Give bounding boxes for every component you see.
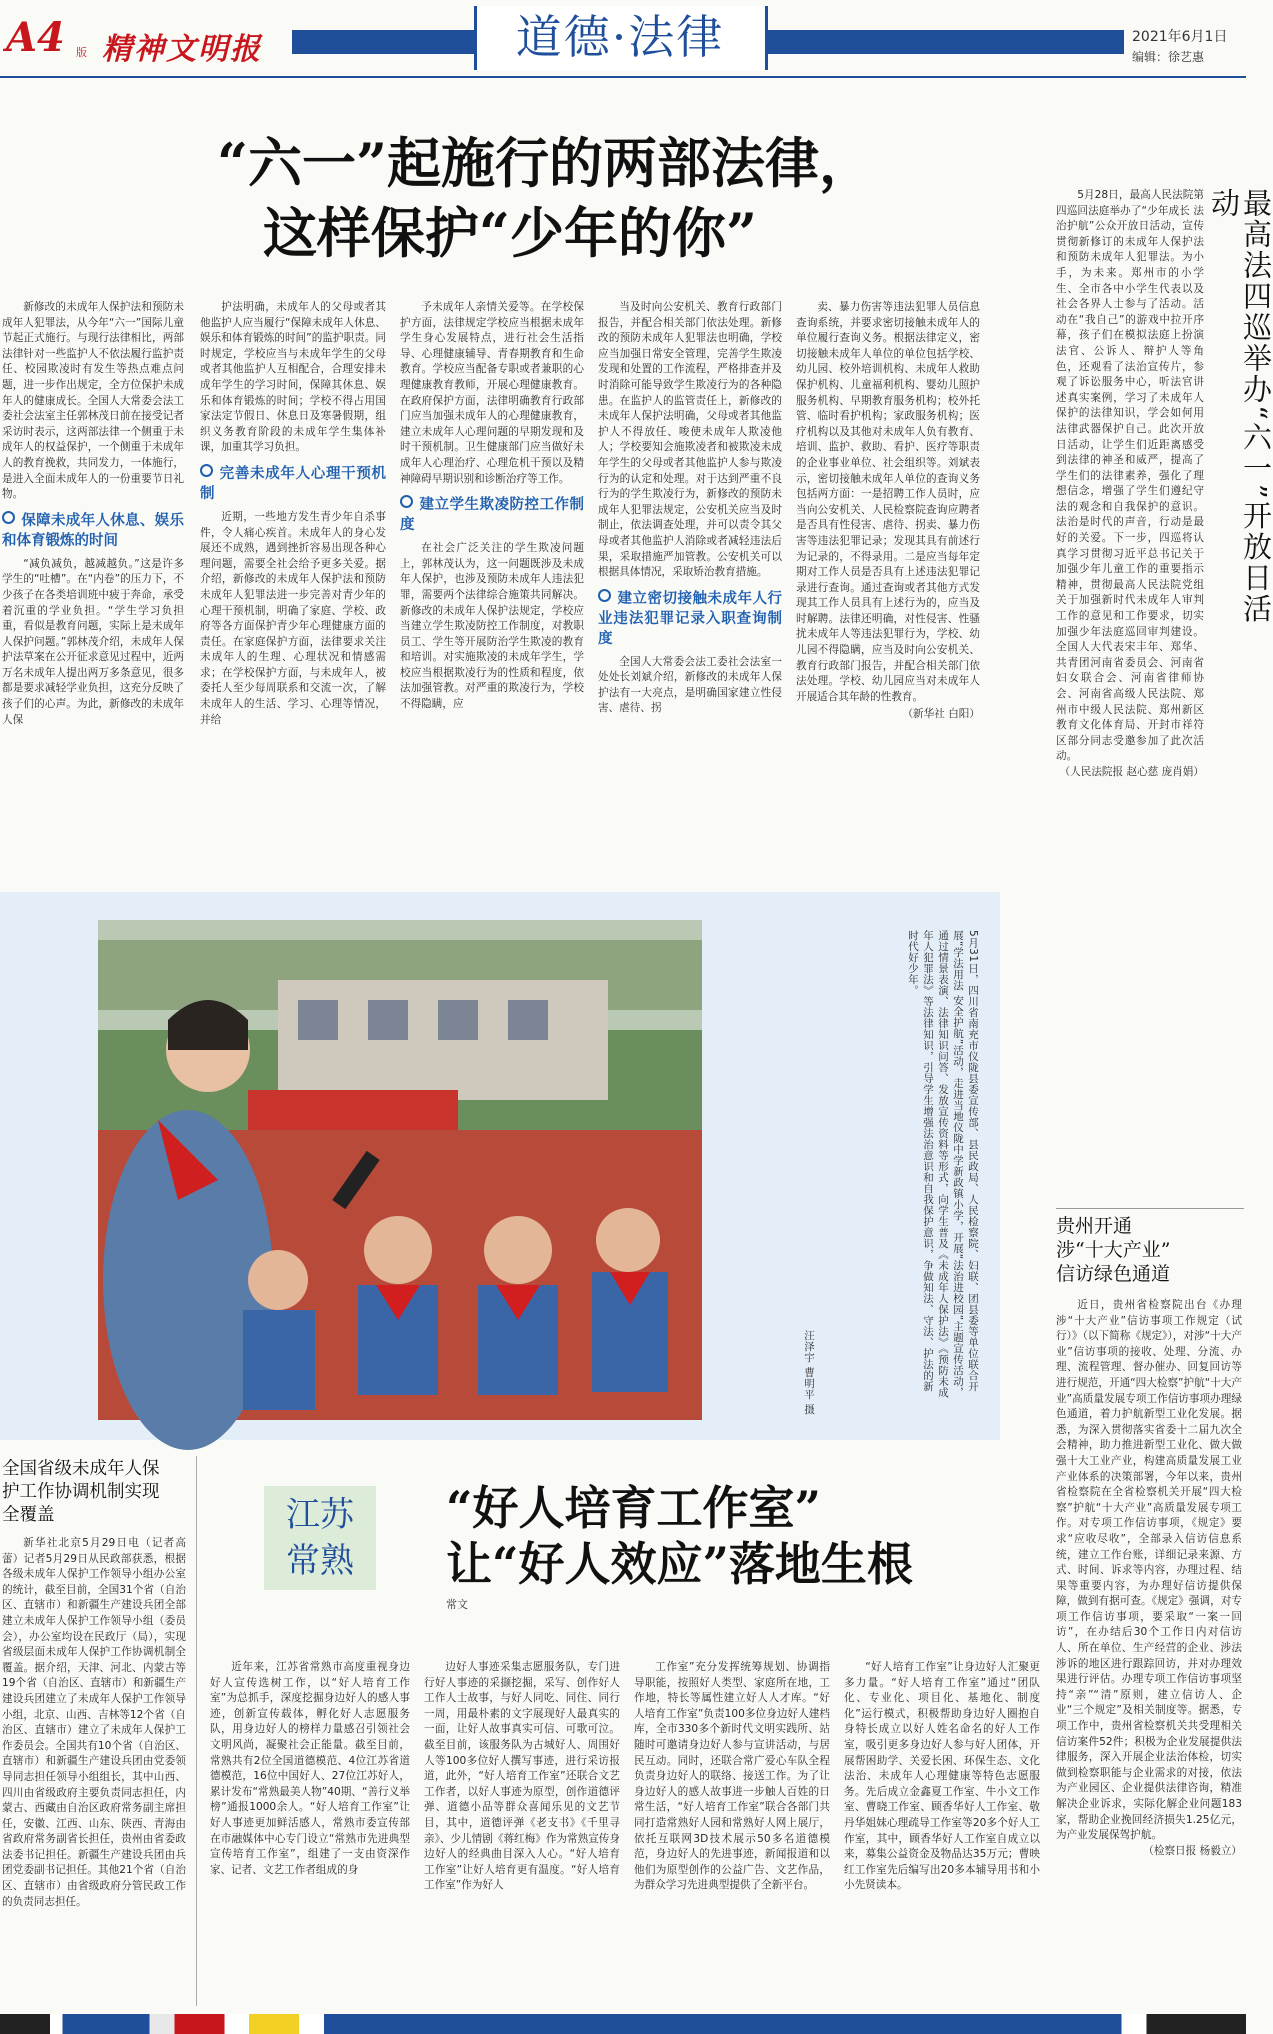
sidebar1-title: 最高法四巡举办“六一”开放日活动 xyxy=(1207,188,1273,625)
article1-column-4: 当及时向公安机关、教育行政部门报告，并配合相关部门依法处理。新修改的预防未成年人犯罪法也明确，学校应当加强日常安全管理，完善学生欺凌发现和处置的工作流程，严格排查并及时消除可能导致学生欺凌行为的各种隐患。在监护人的监管责任上，新修改的未成年人保护法明确，父母或者其他监护人不得放任、唆使未成年人欺凌他人；学校要知会施欺凌者和被欺凌未成年学生的父母或者其他监护人参与欺凌行为的认定和处理。对于达到严重不良行为的学生欺凌行为，新修改的预防未成年人犯罪法规定，公安机关应当及时制止，依法调查处理，并可以责令其父母或者其他监护人消除或者减轻违法后果，采取措施严加管教。公安机关可以根据具体情况，采取矫治教育措施。 建立密切接触未成年人行业违法犯罪记录入职查询制度 全国人大常委会法工委社会法室一处处长刘斌介绍，新修改的未成年人保护法有一大亮点，是明确国家建立性侵害、虐待、拐 xyxy=(598,301,782,715)
article1-column-1: 新修改的未成年人保护法和预防未成年人犯罪法，从今年“六一”国际儿童节起正式施行。与现行法律相比，两部法律针对一些监护人不依法履行监护责任、校园欺凌时有发生等热点难点问题，进一步作出规定，全方位保护未成年人的健康成长。全国人大常委会法工委社会法室主任郭林茂日前在接受记者采访时表示，这两部法律一个侧重于未成年人的权益保护，一个侧重于未成年人的教育挽救，共同发力，一体施行，是进入全面未成年人的一份重要节日礼物。 保障未成年人休息、娱乐和体育锻炼的时间 “减负减负，越减越负。”这是许多学生的“吐槽”。在“内卷”的压力下，不少孩子在各类培训班中疲于奔命，承受着沉重的学业负担。“学生学习负担重，看似是教育问题，实际上是未成年人保护问题。”郭林茂介绍，未成年人保护法草案在公开征求意见过程中，近两万名未成年人提出两万多条意见，很多都是要求减轻学业负担，这充分反映了孩子们的心声。为此，新修改的未成年人保 xyxy=(2,301,184,726)
article1-column-2: 护法明确，未成年人的父母或者其他监护人应当履行“保障未成年人休息、娱乐和体育锻炼的时间”的监护职责。同时规定，学校应当与未成年学生的父母或者其他监护人互相配合，合理安排未成年学生的学习时间，保障其休息、娱乐和体育锻炼的时间；学校不得占用国家法定节假日、休息日及寒暑假期，组织义务教育阶段的未成年学生集体补课，加重其学习负担。 完善未成年人心理干预机制 近期，一些地方发生青少年自杀事件，令人痛心疾首。未成年人的身心发展还不成熟，遇到挫折容易出现各种心理问题，需要全社会给予更多关爱。据介绍，新修改的未成年人保护法和预防未成年人犯罪法进一步完善对青少年的心理干预机制，明确了家庭、学校、政府等各方面保护青少年心理健康方面的责任。在家庭保护方面，法律要求关注未成年人的生理、心理状况和情感需求；在学校保护方面，与未成年人，被委托人至少每周联系和交流一次，了解未成年人的生活、学习、心理等情况，并给 xyxy=(200,301,386,726)
registration-color-bar xyxy=(0,2014,1246,2034)
photo-caption: 5月31日，四川省南充市仪陇县委宣传部、县民政局、人民检察院、妇联、团县委等单位联合开展“学法用法 安全护航”活动，走进当地仪陇中学新政镇小学，开展“法治进校园”主题宣传活动，通过情景表演、法律知识问答、发放宣传资料等形式，向学生普及《未成年人保护法》《预防未成年人犯罪法》等法律知识，引导学生增强法治意识和自我保护意识，争做知法、守法、护法的新时代好少年。 xyxy=(907,930,979,1398)
sidebar2-byline: （检察日报 杨毅立） xyxy=(1143,1844,1242,1857)
masthead xyxy=(0,0,1246,76)
article1-byline: （新华社 白阳） xyxy=(902,708,980,721)
article1-subhead-3: 建立学生欺凌防控工作制度 xyxy=(400,497,584,534)
article2-byline: 常文 xyxy=(446,1598,468,1611)
sidebar1-body: 5月28日，最高人民法院第四巡回法庭举办了“少年成长 法治护航”公众开放日活动，宣传贯彻新修订的未成年人保护法和预防未成年人犯罪法。为小手，为未来。郑州市的小学生、全市各中小学生代表以及社会各界人士参与了活动。活动在“我自己”的游戏中拉开序幕，孩子们在模拟法庭上扮演法官、公诉人、辩护人等角色，还观看了法治宣传片，参观了诉讼服务中心，听法官讲述真实案例，学习了未成年人保护的法律知识，学会如何用法律武器保护自己。此次开放日活动，让学生们近距离感受到法律的神圣和威严，提高了学生们的法律素养，强化了理想信念，增强了学生们遵纪守法的观念和自我保护的意识。法治是时代的声音，行动是最好的关爱。下一步，四巡将认真学习贯彻习近平总书记关于加强少年儿童工作的重要指示精神，贯彻最高人民法院党组关于加强新时代未成年人审判工作的意见和工作要求，切实加强少年法庭巡回审判建设。全国人大代表宋丰年、郑华、共青团河南省委员会、河南省妇女联合会、河南省律师协会、河南省高级人民法院、郑州市中级人民法院、郑州新区教育文化体育局、开封市祥符区部分同志受邀参加了此次活动。 （人民法院报 赵心慈 庞肖娟） xyxy=(1056,188,1204,1198)
brief-body: 新华社北京5月29日电（记者高蕾）记者5月29日从民政部获悉，根据各级未成年人保护工作领导小组办公室的统计，截至目前，全国31个省（自治区、直辖市）和新疆生产建设兵团全部建立未成年人保护工作领导小组（委员会），办公室均设在民政厅（局），实现省级层面未成年人保护工作协调机制全覆盖。据介绍，天津、河北、内蒙古等19个省（自治区、直辖市）和新疆生产建设兵团建立了未成年人保护工作领导小组，北京、山西、吉林等12个省（自治区、直辖市）建立了未成年人保护工作委员会。全国共有10个省（自治区、直辖市）和新疆生产建设兵团由党委领导同志担任领导小组组长，其中山西、四川由省级政府主要负责同志担任，内蒙古、西藏由自治区政府常务副主席担任，安徽、江西、山东、陕西、青海由省政府常务副省长担任，贵州由省委政法委书记担任。新疆生产建设兵团由兵团党委副书记担任。其他21个省（自治区、直辖市）由省级政府分管民政工作的负责同志担任。 xyxy=(2,1537,186,1908)
bullet-ring-icon xyxy=(2,511,15,524)
sidebar2-top-rule xyxy=(1056,1208,1244,1209)
issue-date: 2021年6月1日 xyxy=(1132,29,1228,45)
paper-name-logo: 精神文明报 xyxy=(102,32,262,67)
article2-tag-box xyxy=(264,1486,376,1590)
news-photo xyxy=(98,920,702,1420)
article2-column-4: “好人培育工作室”让身边好人汇聚更多力量。“好人培育工作室”通过“团队化、专业化、项目化、基地化、制度化”运行模式，积极帮助身边好人圈抱自身特长成立以好人姓名命名的好人工作室，吸引更多身边好人参与好人团体，开展帮困助学、关爱长困、环保生态、文化法治、未成年人心理健康等特色志愿服务。先后成立金鑫夏工作室、牛小文工作室、曹晓工作室、顾香华好人工作室、敬丹华姐妹心理疏导工作室等20多个好人工作室，其中，顾香华好人工作室自成立以来，募集公益资金及物品达35万元；曹映红工作室先后编写出20多本辅导用书和小小先贤读本。 xyxy=(844,1661,1040,1892)
article2-title-line2: 让“好人效应”落地生根 xyxy=(446,1537,913,1591)
section-banner-left-bar xyxy=(292,30,474,54)
article2-column-2: 边好人事迹采集志愿服务队，专门进行好人事迹的采撷挖掘，采写、创作好人工作人士故事，与好人同吃、同住、同行一周，用最朴素的文字展现好人最真实的一面，让好人故事真实可信、可歌可泣。截至目前，该服务队为古城好人、周围好人等100多位好人撰写事迹，进行采访报道，此外，“好人培育工作室”还联合文艺工作者，以好人事迹为原型，创作道德评弹、道德小品等群众喜闻乐见的文艺节目，其中，道德评弹《老支书》《千里寻亲》、少儿情剧《蒋红梅》作为常熟宣传身边好人的经典曲目深入人心。“好人培育工作室”让好人培育更有温度。“好人培育工作室”作为好人 xyxy=(424,1661,620,1892)
article1-title-line1: “六一”起施行的两部法律， xyxy=(216,131,874,195)
header-rule xyxy=(0,76,1246,78)
article1-subhead-4: 建立密切接触未成年人行业违法犯罪记录入职查询制度 xyxy=(598,590,782,647)
article2-column-3: 工作室”充分发挥统筹规划、协调指导职能，按照好人类型、家庭所在地，工作地，特长等属性建立好人人才库。“好人培育工作室”负责100多位身边好人建档库，全市330多个新时代文明实践所、站随时可邀请身边好人参与宣讲活动，与居民互动。同时，还联合常广爱心车队全程负责身边好人的联络、接送工作。为了让身边好人的感人故事进一步触人百姓的日常生活，“好人培育工作室”联合各部门共同打造常熟好人园和常熟好人网上展厅，依托互联网3D技术展示50多名道德模范，身边好人的先进事迹，新闻报道和以他们为原型创作的公益广告、文艺作品，为群众学习先进典型提供了全新平台。 xyxy=(634,1661,830,1892)
sidebar2-body: 近日，贵州省检察院出台《办理涉“十大产业”信访事项工作规定（试行）》（以下简称《规定》），对涉“十大产业”信访事项的接收、处理、分流、办理、流程管理、督办催办、回复回访等进行规范，开通“四大检察”护航“十大产业”高质量发展专项工作信访事项办理绿色通道，着力护航新型工业化发展。据悉，为深入贯彻落实省委十二届九次全会精神，助力推进新型工业化、做大做强十大工业产业，构建高质量发展工业产业体系的决策部署，今年以来，贵州省检察院在全省检察机关开展“四大检察”护航“十大产业”高质量发展专项工作。对专项工作信访事项，《规定》要求“应收尽收”，全部录入信访信息系统，建立工作台账，详细记录来源、方式、时间、诉求等内容，办理过程、结果等重要内容，为办理好信访提供保障，做到有据可查。《规定》强调，对专项工作信访事项，要采取“一案一回访”，在办结后30个工作日内对信访人、所在单位、生产经营的企业、涉法涉诉的地区进行跟踪回访，并对办理效果进行评估。办理专项工作信访事项坚持“亲”“清”原则，建立信访人、企业“三个规定”及相关制度等。据悉，专项工作中，贵州省检察机关共受理相关信访案件52件；积极为企业发展提供法律服务，深入开展企业法治体检，切实做到检察职能与企业需求的对接，依法为产业园区、企业提供法律咨询，精准解决企业诉求，实际化解企业问题183家，帮助企业挽回经济损失1.25亿元，为产业发展保驾护航。 （检察日报 杨毅立） xyxy=(1056,1298,1242,2004)
bullet-ring-icon xyxy=(200,464,213,477)
article1-headline xyxy=(0,128,1020,268)
editor-credit: 编辑：徐艺惠 xyxy=(1132,50,1205,64)
article2-tag: 江苏常熟 xyxy=(286,1495,354,1581)
bullet-ring-icon xyxy=(400,495,413,508)
article2-headline xyxy=(446,1480,913,1592)
page-number: A4 xyxy=(6,14,65,61)
article2-title-line1: “好人培育工作室” xyxy=(446,1481,821,1535)
article2-column-1: 近年来，江苏省常熟市高度重视身边好人宣传选树工作，以“好人培育工作室”为总抓手，深度挖掘身边好人的感人事迹，创新宣传载体，孵化好人志愿服务队，用身边好人的榜样力量感召引领社会文明风尚，凝聚社会正能量。截至目前，常熟共有2位全国道德模范、4位江苏省道德模范，16位中国好人、27位江苏好人，累计发布“常熟最美人物”40期、“善行义举榜”通报1000余人。“好人培育工作室”让好人事迹更加鲜活感人，常熟市委宣传部在市融媒体中心专门设立“常熟市先进典型宣传培育工作室”，组建了一支由资深作家、记者、文艺工作者组成的身 xyxy=(210,1661,410,1876)
photo-illustration xyxy=(98,920,702,1420)
section-title: 道德·法律 xyxy=(515,10,725,64)
page-number-suffix: 版 xyxy=(76,46,87,59)
brief-title: 全国省级未成年人保护工作协调机制实现全覆盖 xyxy=(2,1459,160,1525)
bullet-ring-icon xyxy=(598,589,611,602)
article1-column-5: 卖、暴力伤害等违法犯罪人员信息查询系统，并要求密切接触未成年人的单位履行查询义务。根据法律定义，密切接触未成年人单位的单位包括学校、幼儿园、校外培训机构、未成年人救助保护机构、儿童福利机构、婴幼儿照护服务机构、早期教育服务机构；校外托管、临时看护机构；家政服务机构；医疗机构以及其他对未成年人负有教育、培训、监护、救助、看护、医疗等职责的企业事业单位、社会组织等。刘斌表示，密切接触未成年人单位的查询义务包括两方面：一是招聘工作人员时，应当向公安机关、人民检察院查询应聘者是否具有性侵害、虐待、拐卖、暴力伤害等违法犯罪记录；发现其具有前述行为记录的，不得录用。二是应当每年定期对工作人员是否具有上述违法犯罪记录进行查询。通过查询或者其他方式发现其工作人员具有上述行为的，应当及时解聘。法律还明确，对性侵害、性骚扰未成年人等违法犯罪行为，学校、幼儿园不得隐瞒，应当及时向公安机关、教育行政部门报告，并配合相关部门依法处理。学校、幼儿园应当对未成年人开展适合其年龄的性教育。 （新华社 白阳） xyxy=(796,300,980,868)
article1-title-line2: 这样保护“少年的你” xyxy=(262,201,758,265)
sidebar1-byline: （人民法院报 赵心慈 庞肖娟） xyxy=(1059,765,1204,778)
article1-column-3: 予未成年人亲情关爱等。在学校保护方面，法律规定学校应当根据未成年学生身心发展特点，进行社会生活指导、心理健康辅导、青春期教育和生命教育。学校应当配备专职或者兼职的心理健康教育教师，开展心理健康教育。在政府保护方面，法律明确教育行政部门应当加强未成年人的心理健康教育，建立未成年人心理问题的早期发现和及时干预机制。卫生健康部门应当做好未成年人心理治疗、心理危机干预以及精神障碍早期识别和诊断治疗等工作。 建立学生欺凌防控工作制度 在社会广泛关注的学生欺凌问题上，郭林茂认为，这一问题既涉及未成年人保护，也涉及预防未成年人违法犯罪，需要两个法律综合施策共同解决。新修改的未成年人保护法规定，学校应当建立学生欺凌防控工作制度，对教职员工、学生等开展防治学生欺凌的教育和培训。对实施欺凌的未成年学生，学校应当根据欺凌行为的性质和程度，依法加强管教。对严重的欺凌行为，学校不得隐瞒，应 xyxy=(400,301,584,711)
article1-subhead-1: 保障未成年人休息、娱乐和体育锻炼的时间 xyxy=(2,512,184,549)
photo-credit: 汪泽宇 曹明平 摄 xyxy=(803,1330,815,1415)
brief-divider xyxy=(196,1456,197,2006)
section-banner-right-bar xyxy=(762,30,1124,54)
article1-subhead-2: 完善未成年人心理干预机制 xyxy=(200,465,386,502)
sidebar2-title: 贵州开通 涉“十大产业” 信访绿色通道 xyxy=(1056,1215,1171,1285)
